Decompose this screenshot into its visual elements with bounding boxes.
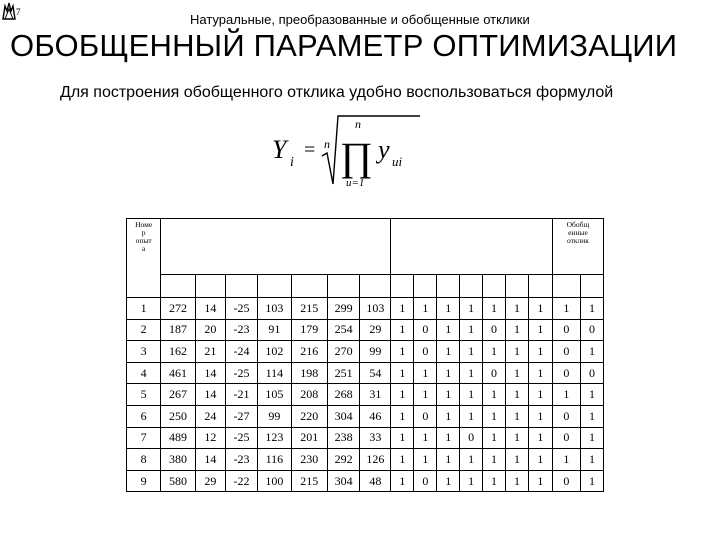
row-number-cell: 5 — [127, 384, 161, 406]
table-cell: 1 — [391, 427, 414, 449]
table-cell: 46 — [360, 405, 391, 427]
table-cell: 1 — [391, 319, 414, 341]
row-number-cell: 3 — [127, 341, 161, 363]
header-experiment-number: Номе р опыт а — [127, 219, 161, 298]
table-cell: 187 — [161, 319, 195, 341]
table-cell: 114 — [258, 362, 291, 384]
table-cell: 1 — [437, 427, 460, 449]
table-cell: 99 — [258, 405, 291, 427]
table-cell: 1 — [552, 298, 580, 320]
table-cell: 1 — [580, 470, 603, 492]
formula-lhs-subscript: i — [290, 155, 294, 170]
table-cell: 380 — [161, 449, 195, 471]
table-cell: 105 — [258, 384, 291, 406]
table-cell: 1 — [460, 449, 483, 471]
table-cell: 1 — [391, 449, 414, 471]
table-cell: 1 — [460, 470, 483, 492]
table-cell: 1 — [437, 405, 460, 427]
row-number-cell: 7 — [127, 427, 161, 449]
table-cell: 99 — [360, 341, 391, 363]
table-cell: 0 — [552, 341, 580, 363]
table-cell: 162 — [161, 341, 195, 363]
row-number-cell: 1 — [127, 298, 161, 320]
table-cell: 103 — [360, 298, 391, 320]
slide-subtitle: Натуральные, преобразованные и обобщенные отклики — [190, 12, 530, 27]
table-cell: 201 — [291, 427, 327, 449]
table-cell: 1 — [528, 470, 552, 492]
slide-logo-icon — [2, 2, 16, 20]
table-cell: 1 — [391, 341, 414, 363]
table-cell: 1 — [460, 405, 483, 427]
table-cell: 102 — [258, 341, 291, 363]
table-row — [127, 427, 604, 449]
table-cell: 0 — [552, 319, 580, 341]
table-cell: 1 — [460, 341, 483, 363]
table-cell: 489 — [161, 427, 195, 449]
table-row — [127, 405, 604, 427]
table-cell: 270 — [327, 341, 359, 363]
table-row — [127, 362, 604, 384]
table-cell: 1 — [580, 384, 603, 406]
table-cell: 215 — [291, 298, 327, 320]
table-cell: 24 — [195, 405, 225, 427]
row-number-cell: 4 — [127, 362, 161, 384]
table-cell: 29 — [195, 470, 225, 492]
table-cell: 0 — [483, 319, 506, 341]
table-cell: 1 — [460, 362, 483, 384]
table-row — [127, 384, 604, 406]
table-cell: 1 — [506, 362, 529, 384]
table-cell: 1 — [506, 470, 529, 492]
table-cell: 1 — [506, 319, 529, 341]
table-cell: 0 — [414, 341, 437, 363]
table-cell: 1 — [437, 470, 460, 492]
table-cell: 198 — [291, 362, 327, 384]
table-cell: -21 — [225, 384, 257, 406]
table-cell: 1 — [437, 298, 460, 320]
table-cell: 14 — [195, 449, 225, 471]
table-cell: 1 — [506, 384, 529, 406]
table-cell: 267 — [161, 384, 195, 406]
table-cell: 272 — [161, 298, 195, 320]
table-cell: 0 — [580, 362, 603, 384]
table-cell: 1 — [391, 405, 414, 427]
table-cell: -23 — [225, 449, 257, 471]
header-generalized-response: Обобщ енные отклик — [552, 219, 603, 275]
table-cell: 1 — [414, 427, 437, 449]
table-cell: 1 — [391, 298, 414, 320]
table-cell: 123 — [258, 427, 291, 449]
formula-product-lower: u=1 — [346, 177, 365, 189]
header-natural-responses — [161, 219, 391, 275]
table-cell: 1 — [460, 298, 483, 320]
table-cell: 292 — [327, 449, 359, 471]
table-cell: 216 — [291, 341, 327, 363]
formula-lhs: Y — [272, 135, 287, 164]
table-body — [127, 298, 604, 492]
table-row — [127, 470, 604, 492]
table-cell: 1 — [437, 362, 460, 384]
table-cell: 1 — [528, 384, 552, 406]
table-cell: 14 — [195, 384, 225, 406]
header-subrow — [127, 275, 604, 298]
table-cell: 179 — [291, 319, 327, 341]
table-cell: 0 — [414, 405, 437, 427]
table-cell: 1 — [528, 319, 552, 341]
table-cell: 1 — [528, 449, 552, 471]
table-cell: 1 — [580, 298, 603, 320]
table-row — [127, 298, 604, 320]
table-cell: 220 — [291, 405, 327, 427]
formula-product-upper: n — [355, 117, 361, 131]
table-cell: 1 — [414, 384, 437, 406]
table-cell: 48 — [360, 470, 391, 492]
table-cell: 304 — [327, 405, 359, 427]
table-cell: 12 — [195, 427, 225, 449]
table-cell: -23 — [225, 319, 257, 341]
table-cell: 0 — [460, 427, 483, 449]
table-cell: 461 — [161, 362, 195, 384]
table-cell: -25 — [225, 362, 257, 384]
table-cell: 0 — [483, 362, 506, 384]
table-cell: 100 — [258, 470, 291, 492]
table-cell: 1 — [437, 319, 460, 341]
table-cell: 1 — [528, 427, 552, 449]
table-cell: 250 — [161, 405, 195, 427]
table-cell: 1 — [414, 298, 437, 320]
formula-equals: = — [304, 139, 316, 161]
table-cell: 0 — [552, 362, 580, 384]
table-cell: 1 — [483, 470, 506, 492]
row-number-cell: 8 — [127, 449, 161, 471]
table-cell: 0 — [552, 427, 580, 449]
table-cell: 1 — [506, 427, 529, 449]
table-cell: 1 — [483, 449, 506, 471]
table-cell: 230 — [291, 449, 327, 471]
table-cell: 251 — [327, 362, 359, 384]
table-cell: 1 — [506, 298, 529, 320]
table-cell: 1 — [528, 341, 552, 363]
table-cell: 1 — [483, 384, 506, 406]
table-cell: 0 — [414, 319, 437, 341]
table-cell: 103 — [258, 298, 291, 320]
table-cell: 0 — [580, 319, 603, 341]
table-cell: 21 — [195, 341, 225, 363]
table-cell: 126 — [360, 449, 391, 471]
table-cell: 116 — [258, 449, 291, 471]
table-cell: 1 — [460, 384, 483, 406]
table-cell: 1 — [528, 405, 552, 427]
table-cell: 1 — [483, 298, 506, 320]
table-row — [127, 449, 604, 471]
table-cell: 304 — [327, 470, 359, 492]
row-number-cell: 2 — [127, 319, 161, 341]
table-cell: 1 — [483, 427, 506, 449]
table-cell: 33 — [360, 427, 391, 449]
table-cell: 1 — [391, 470, 414, 492]
table-cell: -22 — [225, 470, 257, 492]
table-cell: 1 — [506, 449, 529, 471]
table-cell: 29 — [360, 319, 391, 341]
table-cell: 1 — [437, 384, 460, 406]
table-row — [127, 341, 604, 363]
formula-term-subscript: ui — [392, 154, 403, 169]
lead-text: Для построения обобщенного отклика удобно воспользоваться формулой — [60, 84, 614, 101]
table-cell: 0 — [414, 470, 437, 492]
table-cell: 1 — [460, 319, 483, 341]
row-number-cell: 6 — [127, 405, 161, 427]
table-cell: 1 — [580, 405, 603, 427]
table-cell: 580 — [161, 470, 195, 492]
table-cell: 1 — [483, 341, 506, 363]
formula — [270, 110, 420, 190]
table-cell: 1 — [528, 298, 552, 320]
table-cell: -25 — [225, 298, 257, 320]
table-cell: 1 — [391, 362, 414, 384]
table-cell: 1 — [414, 449, 437, 471]
table-cell: 208 — [291, 384, 327, 406]
table-cell: 215 — [291, 470, 327, 492]
table-cell: 54 — [360, 362, 391, 384]
table-cell: -24 — [225, 341, 257, 363]
table-cell: 20 — [195, 319, 225, 341]
slide-number-value: 7 — [16, 7, 21, 17]
table-cell: 1 — [506, 341, 529, 363]
formula-product-symbol: ∏ — [340, 134, 373, 179]
table-cell: 1 — [506, 405, 529, 427]
table-cell: 1 — [414, 362, 437, 384]
table-cell: 0 — [552, 405, 580, 427]
results-table — [126, 218, 604, 492]
table-cell: 1 — [580, 427, 603, 449]
table-cell: -25 — [225, 427, 257, 449]
table-cell: 14 — [195, 298, 225, 320]
table-cell: 1 — [528, 362, 552, 384]
formula-root-index: n — [324, 137, 330, 151]
table-cell: 254 — [327, 319, 359, 341]
table-cell: 1 — [437, 449, 460, 471]
slide-number — [2, 2, 24, 24]
table-cell: 1 — [552, 384, 580, 406]
table-cell: 238 — [327, 427, 359, 449]
table-cell: -27 — [225, 405, 257, 427]
table-cell: 91 — [258, 319, 291, 341]
table-cell: 14 — [195, 362, 225, 384]
slide-title: ОБОБЩЕННЫЙ ПАРАМЕТР ОПТИМИЗАЦИИ — [10, 28, 678, 63]
table-cell: 31 — [360, 384, 391, 406]
table-cell: 1 — [580, 341, 603, 363]
row-number-cell: 9 — [127, 470, 161, 492]
table-cell: 1 — [483, 405, 506, 427]
table-cell: 299 — [327, 298, 359, 320]
formula-term: y — [378, 135, 390, 164]
table-row — [127, 319, 604, 341]
table-cell: 1 — [552, 449, 580, 471]
table-cell: 0 — [552, 470, 580, 492]
table-cell: 1 — [580, 449, 603, 471]
header-transformed-responses — [391, 219, 552, 275]
table-cell: 1 — [437, 341, 460, 363]
table-cell: 1 — [391, 384, 414, 406]
table-cell: 268 — [327, 384, 359, 406]
